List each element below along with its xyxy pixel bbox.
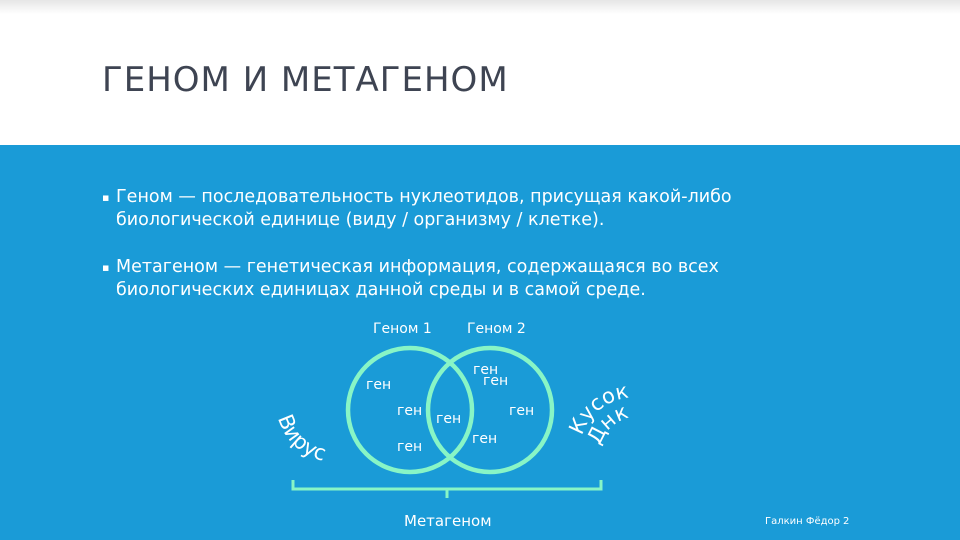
gene-label: ген xyxy=(483,373,509,389)
genome2-label: Геном 2 xyxy=(467,321,526,337)
slide-title: ГЕНОМ И МЕТАГЕНОМ xyxy=(102,60,509,100)
gene-label: ген xyxy=(397,403,423,419)
dna-piece-line2: Днк xyxy=(582,399,632,448)
gene-label: ген xyxy=(366,377,392,393)
dna-piece-line1: Кусок xyxy=(564,378,631,438)
gene-label: ген xyxy=(473,362,499,378)
bullet-text: Метагеном — генетическая информация, содержащаяся во всех биологических единицах данной среды и в самой среде. xyxy=(116,257,719,300)
metagenome-bracket xyxy=(293,480,601,498)
gene-label: ген xyxy=(436,411,462,427)
bullet-marker-icon: ▪ xyxy=(102,261,110,274)
genome1-label: Геном 1 xyxy=(373,321,432,337)
gene-label: ген xyxy=(472,431,498,447)
bullet-marker-icon: ▪ xyxy=(102,191,110,204)
gene-label: ген xyxy=(509,403,535,419)
virus-label-path: Вирус xyxy=(272,410,329,466)
virus-label xyxy=(273,411,329,466)
footer-page-number: 2 xyxy=(843,516,850,527)
gene-label: ген xyxy=(397,439,423,455)
metagenome-label: Метагеном xyxy=(404,512,492,530)
bullet-text: Геном — последовательность нуклеотидов, присущая какой-либо биологической единице (виду / организму / клетке). xyxy=(116,187,732,230)
footer-author: Галкин Фёдор xyxy=(765,516,841,527)
